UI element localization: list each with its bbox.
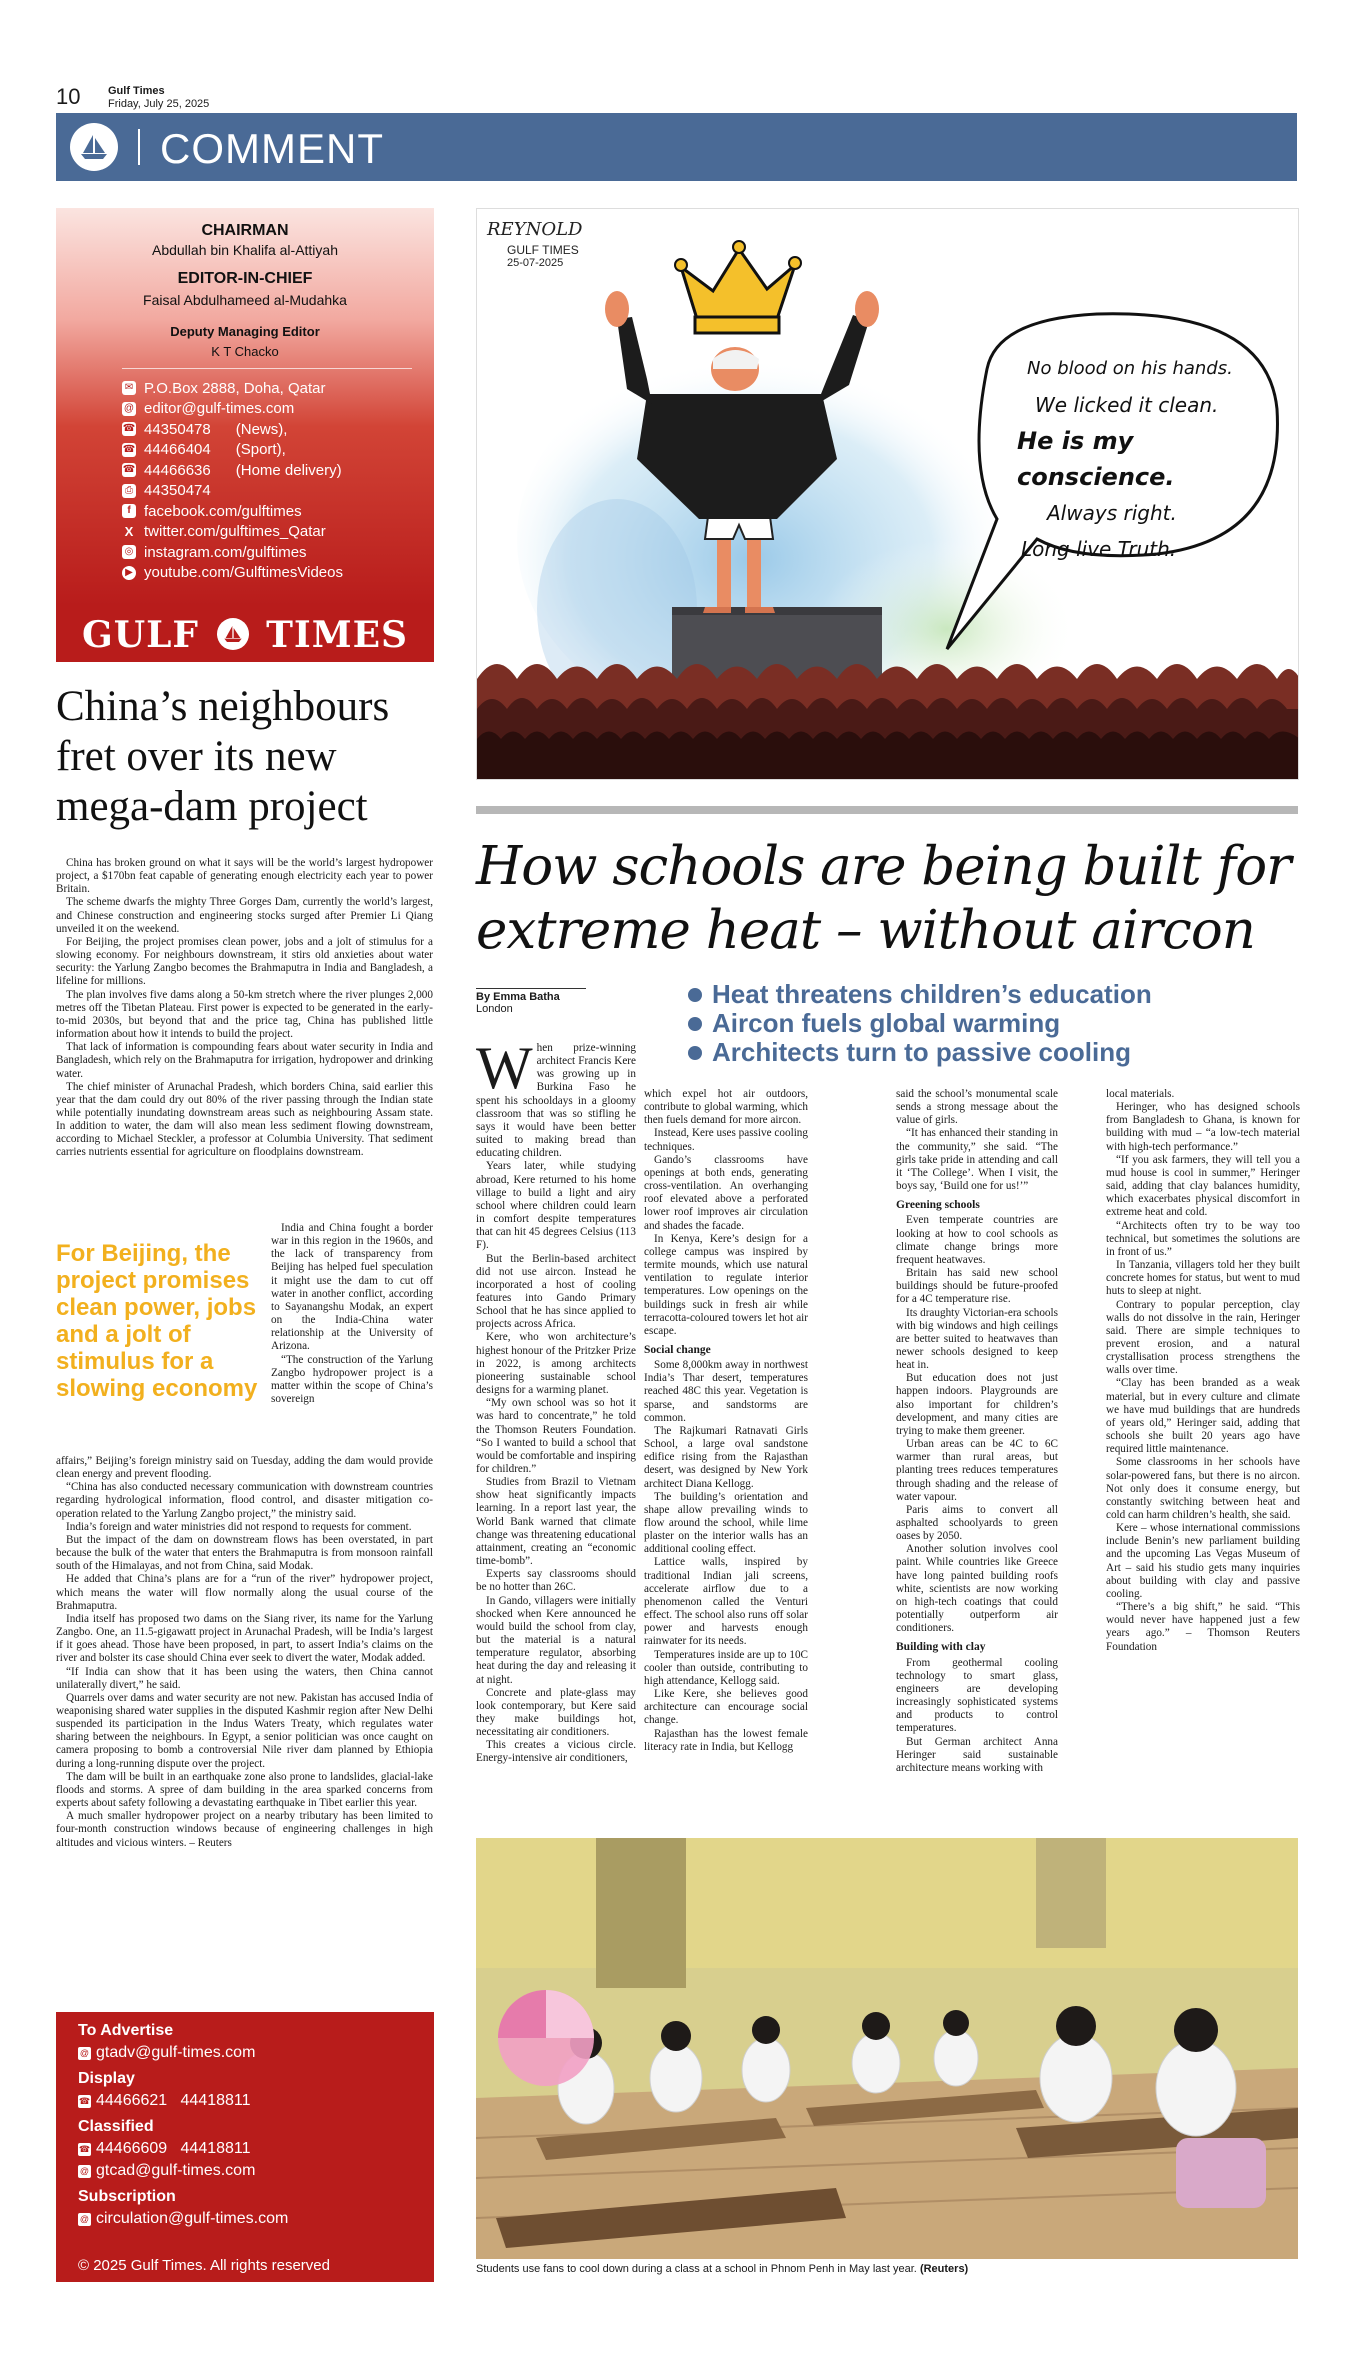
paragraph: Quarrels over dams and water security are not new. Pakistan has accused India of weaponising shared water supplies in the disputed Kashmir region after New Delhi suspended its participation in the Indus Waters Treaty, which regulates water sharing between the neighbours. In Egypt, a senior politician was once caught on camera proposing to bomb a controversial Nile river dam planned by Ethiopia during a long-running dispute over the project. xyxy=(56,1691,433,1770)
byline-author: By Emma Batha xyxy=(476,991,560,1003)
speech-line: No blood on his hands. xyxy=(1027,358,1233,379)
paragraph: The plan involves five dams along a 50-km stretch where the river plunges 2,000 metres off the Tibetan Plateau. First power is expected to be generated in the early-to-mid 2030s, but beyond that and the price tag, China has published little information about how it intends to build the project. xyxy=(56,988,433,1041)
deputy-role: Deputy Managing Editor xyxy=(170,324,320,339)
paragraph: “The construction of the Yarlung Zangbo hydropower project is a matter within the scope of China’s sovereign xyxy=(271,1353,433,1406)
speech-line: We licked it clean. xyxy=(1035,393,1219,417)
cartoon-credit: GULF TIMES xyxy=(507,243,579,257)
bullet-dot-icon xyxy=(688,1046,702,1060)
instagram-icon: ◎ xyxy=(122,545,136,559)
paragraph: A much smaller hydropower project on a nearby tributary has been limited to four-month construction windows because of engineering challenges in high altitudes and vicious winters. – Reuters xyxy=(56,1810,433,1849)
logo-word-gulf: GULF xyxy=(81,614,199,656)
copyright: © 2025 Gulf Times. All rights reserved xyxy=(78,2257,330,2274)
paragraph: “My own school was so hot it was hard to concentrate,” he told the Thomson Reuters Foundation. “So I wanted to build a school that would be comfortable and inspiring for children.” xyxy=(476,1397,636,1475)
paragraph: India and China fought a border war in this region in the 1960s, and the lack of transparency from Beijing has helped fuel speculation it might use the dam to cut off water in another conflict, according to Sayanangshu Modak, an expert on the India-China water relationship at the University of Arizona. xyxy=(271,1222,433,1353)
email-icon: @ xyxy=(79,2047,90,2058)
paragraph: India’s foreign and water ministries did not respond to requests for comment. xyxy=(66,1520,412,1533)
classified-email[interactable]: @ gtcad@gulf-times.com xyxy=(79,2162,256,2179)
section-divider xyxy=(476,806,1298,814)
paragraph: Instead, Kere uses passive cooling techniques. xyxy=(644,1127,808,1153)
classified-phones[interactable]: ☎ 44466609 44418811 xyxy=(78,2140,251,2157)
mailbox-icon: ✉ xyxy=(122,381,136,395)
paragraph: But the impact of the dam on downstream flows has been overstated, in part because the bulk of the water that enters the Brahmaputra is from monsoon rainfall south of the Himalayas, and not from China, said Modak. xyxy=(56,1533,433,1573)
paragraph: He added that China’s plans are for a “run of the river” hydropower project, which means the water will flow normally along the usual course of the Brahmaputra. xyxy=(56,1573,433,1612)
paragraph: India itself has proposed two dams on the Siang river, its name for the Yarlung Zangbo. One, an 11.5-gigawatt project in Arunachal Pradesh, will be India’s largest if it goes ahead. Those have been proposed, in part, to assert India’s claims on the river and bolster its case should China ever seek to divert the water, Modak added. xyxy=(56,1612,433,1665)
main-column-3 xyxy=(896,1088,1058,1832)
paragraph: hen prize-winning architect Francis Kere was growing up in Burkina Faso he spent his schooldays in a gloomy classroom that was so stifling he says it would have been better suited to making bread than educating children. xyxy=(476,1042,636,1160)
contact-fax: ⎙ 44350474 xyxy=(122,481,422,502)
paragraph: which expel hot air outdoors, contribute to global warming, which then fuels demand for more aircon. xyxy=(644,1088,808,1127)
cartoon-date: 25-07-2025 xyxy=(507,257,564,269)
x-icon: X xyxy=(124,523,134,539)
classroom-photo xyxy=(476,1838,1298,2259)
main-column-1 xyxy=(476,1042,636,1832)
paragraph: Even temperate countries are looking at how to cool schools as climate change brings more frequent heatwaves. xyxy=(896,1214,1058,1266)
paragraph: Some classrooms in her schools have solar-powered fans, but there is no aircon. Not only does it consume energy, but constantly switching between heat and cold can harm children’s health, she said. xyxy=(1106,1456,1300,1521)
paragraph: Rajasthan has the lowest female literacy rate in India, but Kellogg xyxy=(644,1727,808,1753)
paragraph: Another solution involves cool paint. While countries like Greece have long painted building roofs white, scientists are now working on high-tech coatings that could potentially outperform air conditioners. xyxy=(896,1543,1058,1635)
masthead-divider xyxy=(122,368,412,369)
paragraph: Its draughty Victorian-era schools with big windows and high ceilings are better suited to heatwaves than newer schools designed to keep heat in. xyxy=(896,1306,1058,1372)
paragraph: Concrete and plate-glass may look contemporary, but Kere said they make buildings hot, necessitating air conditioners. xyxy=(476,1686,636,1739)
section-title: COMMENT xyxy=(160,125,384,172)
publication-name: Gulf Times xyxy=(108,85,165,97)
contact-address: ✉ P.O.Box 2888, Doha, Qatar xyxy=(122,378,422,399)
subheading: Greening schools xyxy=(896,1199,980,1212)
drop-cap: W xyxy=(476,1042,533,1101)
paragraph: This creates a vicious circle. Energy-intensive air conditioners, xyxy=(476,1739,636,1765)
paragraph: said the school’s monumental scale sends a strong message about the value of girls. xyxy=(896,1088,1058,1127)
youtube-icon: ▶ xyxy=(122,566,136,580)
summary-bullets xyxy=(688,980,1298,1067)
section-banner xyxy=(56,113,1297,181)
paragraph: Paris aims to convert all asphalted schoolyards to green oases by 2050. xyxy=(896,1503,1058,1543)
paragraph: “Clay has been branded as a weak material, but in every culture and climate we have mud buildings that are hundreds of years old,” Heringer said, adding that schools she built 20 years ago have required little maintenance. xyxy=(1106,1377,1300,1456)
paragraph: Contrary to popular perception, clay walls do not dissolve in the rain, Heringer said. There are simple techniques to prevent erosion, and a natural crystallisation process strengthens the walls over time. xyxy=(1106,1298,1300,1377)
paragraph: That lack of information is compounding fears about water security in India and Bangladesh, which rely on the Brahmaputra for irrigation, hydropower and drinking water. xyxy=(56,1041,433,1080)
logo-word-times: TIMES xyxy=(266,614,409,656)
dhow-logo-icon xyxy=(70,123,118,171)
paragraph: In Tanzania, villagers told her they built concrete homes for status, but went to mud huts to sleep at night. xyxy=(1106,1259,1300,1298)
paragraph: The Rajkumari Ratnavati Girls School, a large oval sandstone edifice rising from the Rajasthan desert, was designed by New York architect Diana Kellogg. xyxy=(644,1424,808,1490)
speech-line: Always right. xyxy=(1047,501,1177,525)
pull-quote: For Beijing, the project promises clean power, jobs and a jolt of stimulus for a slowing economy xyxy=(56,1240,258,1402)
contact-list xyxy=(122,378,422,583)
phone-icon: ☎ xyxy=(78,2143,91,2154)
paragraph: In Gando, villagers were initially shocked when Kere announced he would build the school from clay, but the material is a natural temperature regulator, absorbing heat during the day and releasing it at night. xyxy=(476,1594,636,1686)
paragraph: Studies from Brazil to Vietnam show heat significantly impacts learning. In a report last year, the World Bank warned that climate change was threatening educational attainment, creating an “economic time-bomb”. xyxy=(476,1476,636,1568)
paragraph: The building’s orientation and shape allow prevailing winds to flow around the school, while lime plaster on the interior walls has an additional cooling effect. xyxy=(644,1490,808,1556)
china-body-part2 xyxy=(271,1222,433,1454)
phone-icon: ☎ xyxy=(122,464,136,476)
contact-instagram[interactable]: ◎ instagram.com/gulftimes xyxy=(122,542,422,563)
fax-icon: ⎙ xyxy=(122,484,136,498)
editor-role: EDITOR-IN-CHIEF xyxy=(177,270,313,287)
paragraph: “It has enhanced their standing in the community,” she said. “The girls take pride in attending and call it ‘The College’. When I visit, the boys say, ‘Build one for us!’” xyxy=(896,1127,1058,1193)
email-icon: @ xyxy=(79,2165,90,2176)
email-icon: @ xyxy=(79,2213,90,2224)
subheading: Building with clay xyxy=(896,1641,986,1654)
publication-date: Friday, July 25, 2025 xyxy=(108,98,210,110)
cartoonist-signature: REYNOLD xyxy=(487,219,583,240)
paragraph: The dam will be built in an earthquake zone also prone to landslides, glacial-lake floods and storms. A spree of dam building in the area sparked concerns from experts about safety following a devastating earthquake in Tibet earlier this year. xyxy=(56,1770,433,1810)
main-headline: How schools are being built for extreme heat – without aircon xyxy=(476,836,1291,961)
summary-bullet: Aircon fuels global warming xyxy=(688,1009,1298,1038)
paragraph: The scheme dwarfs the mighty Three Gorges Dam, currently the world’s largest, and Chinese construction and engineering stocks surged after Premier Li Qiang unveiled it on the weekend. xyxy=(56,896,433,935)
banner-separator xyxy=(138,129,140,165)
summary-bullet: Heat threatens children’s education xyxy=(688,980,1298,1009)
caption-text: Students use fans to cool down during a class at a school in Phnom Penh in May last year. xyxy=(476,2263,917,2275)
chairman-name: Abdullah bin Khalifa al-Attiyah xyxy=(151,242,338,258)
dhow-emblem-icon xyxy=(217,618,249,650)
contact-facebook[interactable]: f facebook.com/gulftimes xyxy=(122,501,422,522)
paragraph: Some 8,000km away in northwest India’s Thar desert, temperatures reached 48C this year. Vegetation is sparse, and sandstorms are common. xyxy=(644,1359,808,1424)
folio xyxy=(56,84,356,112)
contact-youtube[interactable]: ▶ youtube.com/GulftimesVideos xyxy=(122,563,422,584)
paragraph: “If you ask farmers, they will tell you a mud house is cool in summer,” Heringer said, adding that clay balances humidity, which exacerbates physical discomfort in extreme heat and cold. xyxy=(1106,1153,1300,1219)
paragraph: “There’s a big shift,” he said. “This would never have happened just a few years ago.” – Thomson Reuters Foundation xyxy=(1106,1601,1300,1653)
caption-credit: (Reuters) xyxy=(919,2263,969,2275)
gulf-times-logo xyxy=(56,606,434,662)
paragraph: In Kenya, Kere’s design for a college campus was inspired by termite mounds, which use natural ventilation to regulate interior temperatures. Low openings on the buildings suck in fresh air while terracotta-coloured towers let hot air escape. xyxy=(644,1232,808,1337)
paragraph: affairs,” Beijing’s foreign ministry said on Tuesday, adding the dam would provide clean energy and prevent flooding. xyxy=(56,1455,433,1481)
paragraph: China has broken ground on what it says will be the world’s largest hydropower project, a $170bn feat capable of generating enough electricity each year to power Britain. xyxy=(56,857,433,896)
speech-line: Long live Truth. xyxy=(1021,537,1177,561)
china-body-part1 xyxy=(56,857,433,1223)
advertise-email[interactable]: @ gtadv@gulf-times.com xyxy=(79,2044,256,2061)
facebook-icon: f xyxy=(122,504,136,518)
china-headline: China’s neighbours fret over its new mega-dam project xyxy=(56,683,390,830)
masthead-panel xyxy=(56,208,434,606)
paragraph: “Architects often try to be way too technical, but sometimes the solutions are in front of us.” xyxy=(1106,1219,1300,1258)
subheading: Social change xyxy=(644,1343,711,1356)
contact-twitter[interactable]: X twitter.com/gulftimes_Qatar xyxy=(122,522,422,543)
paragraph: Temperatures inside are up to 10C cooler than outside, contributing to high attendance, Kellogg said. xyxy=(644,1648,808,1687)
speech-bubble-text xyxy=(1007,351,1277,567)
display-heading: Display xyxy=(78,2070,135,2087)
paragraph: For Beijing, the project promises clean power, jobs and a jolt of stimulus for a slowing economy. For neighbours downstream, it stirs old anxieties about water security: the Yarlung Zangbo becomes the Brahmaputra in India and Bangladesh, a lifeline for millions. xyxy=(56,935,433,988)
display-phones[interactable]: ☎ 44466621 44418811 xyxy=(78,2092,251,2109)
editorial-cartoon xyxy=(476,208,1299,780)
paragraph: From geothermal cooling technology to smart glass, engineers are developing increasingly sophisticated systems and products to control temperatures. xyxy=(896,1656,1058,1735)
byline-location: London xyxy=(476,1003,513,1015)
phone-icon: ☎ xyxy=(122,423,136,435)
contact-phone-sport[interactable]: ☎ 44466404 (Sport), xyxy=(122,441,286,459)
summary-bullet: Architects turn to passive cooling xyxy=(688,1038,1298,1067)
main-column-4 xyxy=(1106,1088,1300,1832)
paragraph: Kere, who won architecture’s highest honour of the Pritzker Prize in 2022, is among architects pioneering sustainable school designs for a warming planet. xyxy=(476,1331,636,1397)
paragraph: Lattice walls, inspired by traditional Indian jali screens, accelerate airflow due to a phenomenon called the Venturi effect. The school also runs off solar power and harvests enough rainwater for its needs. xyxy=(644,1556,808,1648)
contact-phone-news[interactable]: ☎ 44350478 (News), xyxy=(122,420,288,438)
byline xyxy=(476,988,586,1015)
email-icon: @ xyxy=(123,402,135,414)
chairman-role: CHAIRMAN xyxy=(201,222,289,239)
contact-phone-delivery[interactable]: ☎ 44466636 (Home delivery) xyxy=(122,461,342,479)
contact-email[interactable]: @ editor@gulf-times.com xyxy=(123,400,295,418)
advertise-heading: To Advertise xyxy=(78,2022,174,2039)
subscription-heading: Subscription xyxy=(78,2188,176,2205)
classified-heading: Classified xyxy=(78,2118,154,2135)
paragraph: But education does not just happen indoors. Playgrounds are also important for children’s development, and many cities are trying to make them greener. xyxy=(896,1372,1058,1437)
main-column-2 xyxy=(644,1088,808,1832)
photo-illustration xyxy=(476,1838,1298,2259)
subscription-email[interactable]: @ circulation@gulf-times.com xyxy=(79,2210,289,2227)
paragraph: But German architect Anna Heringer said sustainable architecture means working with xyxy=(896,1735,1058,1774)
deputy-name: K T Chacko xyxy=(211,344,279,359)
china-body-part3 xyxy=(56,1455,433,2029)
paragraph: local materials. xyxy=(1106,1088,1175,1100)
speech-line: He is my conscience. xyxy=(1017,427,1175,491)
paragraph: Gando’s classrooms have openings at both ends, generating cross-ventilation. An overhanging roof elevated above a perforated lower roof improves air circulation and shades the facade. xyxy=(644,1153,808,1232)
bullet-dot-icon xyxy=(688,1017,702,1031)
paragraph: Heringer, who has designed schools from Bangladesh to Ghana, is known for building with mud – “a low-tech material with high-tech performance.” xyxy=(1106,1101,1300,1153)
bullet-dot-icon xyxy=(688,988,702,1002)
paragraph: The chief minister of Arunachal Pradesh, which borders China, said earlier this year that the dam could dry out 80% of the river passing through the Indian state while potentially inundating downstream areas such as neighbouring Assam state. In addition to water, the dam will also mean less sediment flowing downstream, according to Michael Steckler, a professor at Columbia University. That sediment carries nutrients essential for agriculture on floodplains downstream. xyxy=(56,1080,433,1159)
paragraph: “China has also conducted necessary communication with downstream countries regarding hydrological information, flood control, and disaster mitigation co-operation related to the Yarlung Zangbo project,” the ministry said. xyxy=(56,1481,433,1520)
advertising-box xyxy=(56,2012,434,2282)
paragraph: But the Berlin-based architect did not use aircon. Instead he incorporated a host of cooling features into Gando Primary School that he has since applied to projects across Africa. xyxy=(476,1252,636,1331)
paragraph: “If India can show that it has been using the waters, then China cannot unilaterally divert,” he said. xyxy=(56,1665,433,1691)
page-number: 10 xyxy=(56,84,81,109)
paragraph: Kere – whose international commissions include Benin’s new parliament building and the upcoming Las Vegas Museum of Art – said his studio gets many inquiries about building with clay and passive cooling. xyxy=(1106,1522,1300,1600)
paragraph: Experts say classrooms should be no hotter than 26C. xyxy=(476,1568,636,1594)
editor-name: Faisal Abdulhameed al-Mudahka xyxy=(143,292,347,308)
phone-icon: ☎ xyxy=(122,443,136,455)
phone-icon: ☎ xyxy=(78,2095,91,2106)
photo-caption xyxy=(476,2263,1298,2275)
paragraph: Like Kere, she believes good architecture can encourage social change. xyxy=(644,1688,808,1727)
paragraph: Urban areas can be 4C to 6C warmer than rural areas, but planting trees reduces temperatures through shading and the release of water vapour. xyxy=(896,1438,1058,1503)
paragraph: Britain has said new school buildings should be future-proofed for a 4C temperature rise. xyxy=(896,1267,1058,1306)
paragraph: Years later, while studying abroad, Kere returned to his home village to build a light and airy school where children could learn in comfort despite temperatures that can hit 45 degrees Celsius (113 F). xyxy=(476,1160,636,1252)
